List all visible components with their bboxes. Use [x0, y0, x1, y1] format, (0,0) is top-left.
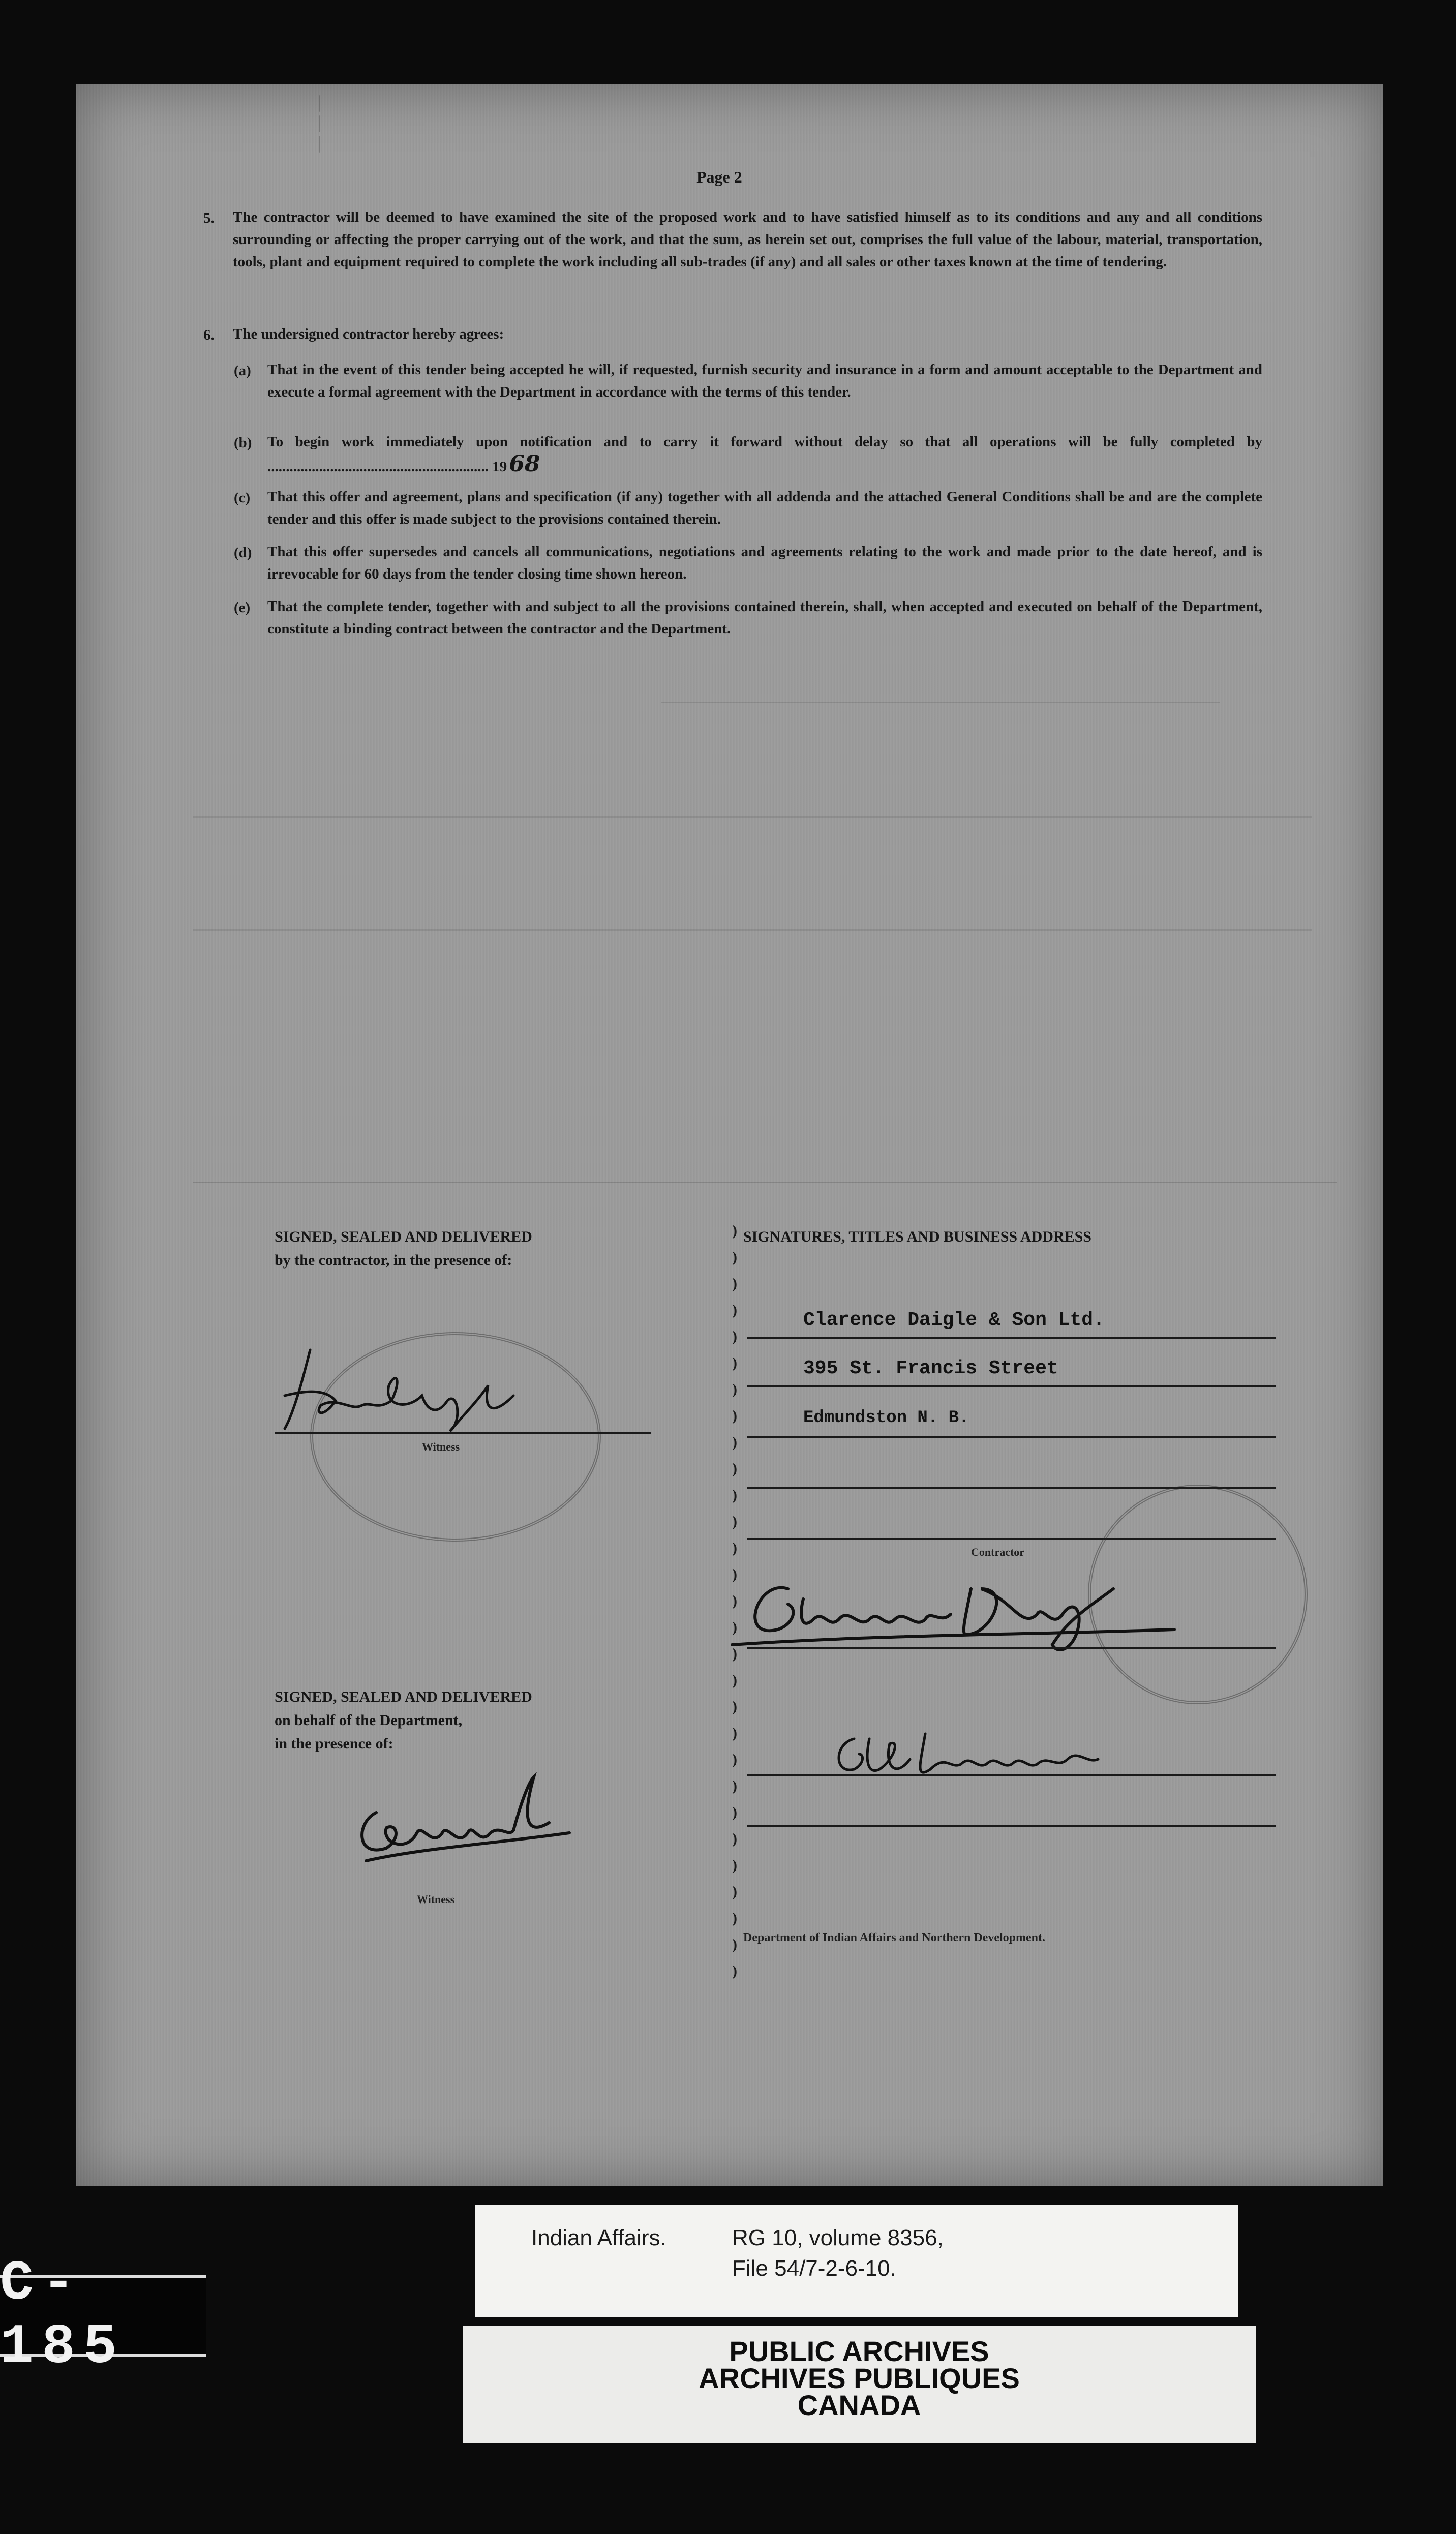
institution-line-1: PUBLIC ARCHIVES	[729, 2335, 989, 2367]
contractor-witness-line	[275, 1432, 651, 1434]
contractor-signed-heading	[275, 1225, 532, 1272]
contractor-street-address: 395 St. Francis Street	[803, 1358, 1058, 1379]
department-witness-caption: Witness	[417, 1893, 455, 1906]
address-line-2	[747, 1385, 1276, 1387]
bleed-through-mark	[193, 1182, 1337, 1183]
contractor-company-name: Clarence Daigle & Son Ltd.	[803, 1309, 1105, 1331]
reel-number: C-185	[0, 2275, 206, 2357]
completion-year-handwritten: 68	[509, 451, 540, 477]
department-heading-line-2: on behalf of the Department,	[275, 1712, 463, 1729]
contractor-witness-signature	[275, 1340, 529, 1436]
archive-institution-card	[463, 2326, 1256, 2443]
clause-6c-label: (c)	[234, 490, 251, 506]
department-caption: Department of Indian Affairs and Northern Development.	[743, 1931, 1045, 1944]
contractor-witness-caption: Witness	[422, 1440, 460, 1453]
clause-6e-text: That the complete tender, together with and subject to all the provisions contained therein, shall, when accepted and executed on behalf of the Department, constitute a binding contract between the contractor and the Department.	[267, 598, 1262, 637]
clause-6e-label: (e)	[234, 599, 251, 616]
bleed-through-mark: — — —	[309, 95, 327, 153]
clause-6d-label: (d)	[234, 545, 252, 561]
signatures-heading: SIGNATURES, TITLES AND BUSINESS ADDRESS	[743, 1228, 1091, 1245]
address-line-3	[747, 1436, 1276, 1438]
department-heading-line-3: in the presence of:	[275, 1735, 393, 1752]
contractor-city: Edmundston N. B.	[803, 1408, 969, 1428]
institution-line-3: CANADA	[797, 2389, 921, 2421]
archive-collection: Indian Affairs.	[531, 2225, 666, 2250]
department-signature-line	[747, 1774, 1276, 1776]
bleed-through-mark	[661, 702, 1220, 795]
contractor-signature-line	[747, 1647, 1276, 1649]
department-signed-heading	[275, 1685, 532, 1756]
contractor-signature	[727, 1558, 1185, 1660]
address-line-1	[747, 1337, 1276, 1339]
archive-reference-card	[475, 2205, 1238, 2317]
contractor-heading-line-1: SIGNED, SEALED AND DELIVERED	[275, 1228, 532, 1245]
department-signature	[824, 1724, 1108, 1790]
contractor-caption: Contractor	[971, 1546, 1025, 1558]
contractor-heading-line-2: by the contractor, in the presence of:	[275, 1252, 512, 1269]
clause-6b-label: (b)	[234, 435, 252, 451]
institution-line-2: ARCHIVES PUBLIQUES	[699, 2362, 1020, 2394]
document-page	[76, 84, 1383, 2186]
clause-6b-body: To begin work immediately upon notification and to carry it forward without delay so that all operations will be fully completed by ............................................................ 19	[267, 434, 1262, 475]
clause-6a-text: That in the event of this tender being accepted he will, if requested, furnish security and insurance in a form and amount acceptable to the Department and execute a formal agreement with the Department in accordance with the terms of this tender.	[267, 361, 1262, 400]
clause-6-number: 6.	[203, 327, 215, 343]
clause-6a-label: (a)	[234, 363, 251, 379]
department-title-line	[747, 1825, 1276, 1827]
archive-reference-line-1: RG 10, volume 8356,	[732, 2225, 944, 2250]
clause-5-text: The contractor will be deemed to have examined the site of the proposed work and to have satisfied himself as to its conditions and any and all conditions surrounding or affecting the proper carrying out of the work, and that the sum, as herein set out, comprises the full value of the labour, material, transportation, tools, plant and equipment required to complete the work including all sub-trades (if any) and all sales or other taxes known at the time of tendering.	[233, 209, 1262, 270]
department-witness-signature	[346, 1772, 590, 1868]
bleed-through-mark	[193, 816, 1312, 931]
clause-5-number: 5.	[203, 210, 215, 226]
clause-6b-text	[267, 431, 1262, 478]
bracket-column: ) ) ) ) ) ) ) ) ) ) ) ) ) ) ) ) ) ) ) ) ) ) ) ) ) ) ) ) )	[732, 1222, 737, 1979]
page-label: Page 2	[696, 168, 742, 186]
department-heading-line-1: SIGNED, SEALED AND DELIVERED	[275, 1688, 532, 1705]
clause-6d-text: That this offer supersedes and cancels all communications, negotiations and agreements relating to the work and made prior to the date hereof, and is irrevocable for 60 days from the tender closing time shown hereon.	[267, 544, 1262, 582]
archive-reference-line-2: File 54/7-2-6-10.	[732, 2256, 896, 2281]
clause-6-intro: The undersigned contractor hereby agrees:	[233, 326, 504, 342]
clause-6c-text: That this offer and agreement, plans and specification (if any) together with all addenda and the attached General Conditions shall be and are the complete tender and this offer is made subject to the provisions contained therein.	[267, 489, 1262, 527]
